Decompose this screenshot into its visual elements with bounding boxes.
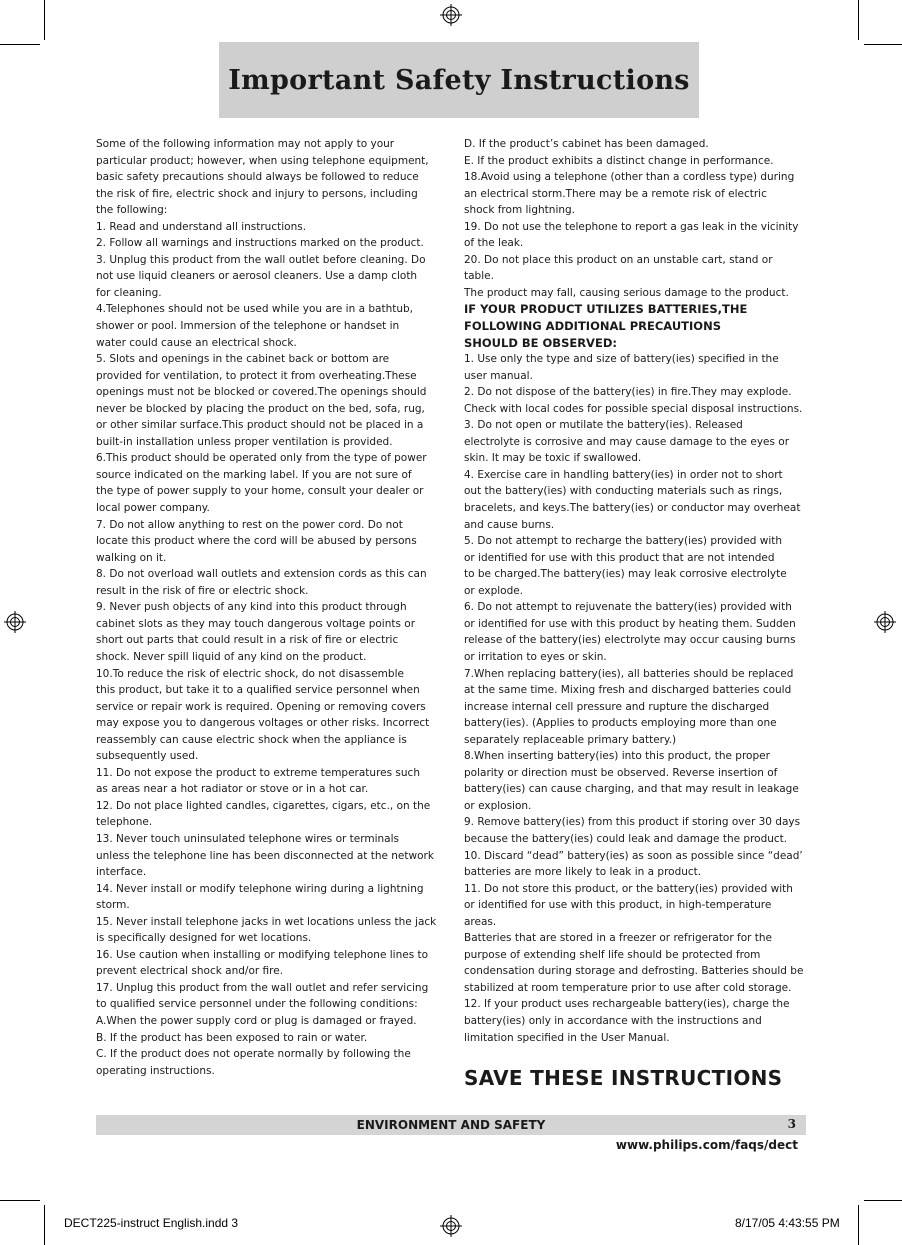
slug-timestamp: 8/17/05 4:43:55 PM: [735, 1216, 840, 1230]
text-line: short out parts that could result in a risk of fire or electric: [96, 634, 399, 647]
text-line: 12. Do not place lighted candles, cigarettes, cigars, etc., on the: [96, 799, 431, 812]
text-line: the following:: [96, 204, 168, 217]
crop-mark: [858, 0, 859, 40]
text-line: A.When the power supply cord or plug is damaged or frayed.: [96, 1014, 417, 1027]
registration-mark-icon: [440, 4, 462, 26]
text-line: and cause burns.: [464, 518, 555, 531]
text-line: increase internal cell pressure and rupture the discharged: [464, 700, 770, 713]
text-line: shock. Never spill liquid of any kind on the product.: [96, 650, 367, 663]
text-line: 2. Follow all warnings and instructions marked on the product.: [96, 237, 424, 250]
text-line: 4.Telephones should not be used while you are in a bathtub,: [96, 303, 414, 316]
text-line: 5. Slots and openings in the cabinet back or bottom are: [96, 353, 390, 366]
text-line: particular product; however, when using telephone equipment,: [96, 154, 429, 167]
page-number: 3: [787, 1117, 796, 1131]
text-line: source indicated on the marking label. If you are not sure of: [96, 468, 412, 481]
text-line: 8. Do not overload wall outlets and extension cords as this can: [96, 568, 427, 581]
text-line: C. If the product does not operate normally by following the: [96, 1048, 411, 1061]
text-line: for cleaning.: [96, 286, 162, 299]
text-line: 12. If your product uses rechargeable battery(ies), charge the: [464, 998, 790, 1011]
text-line: shock from lightning.: [464, 204, 576, 217]
crop-mark: [0, 44, 40, 45]
text-line: result in the risk of fire or electric shock.: [96, 584, 309, 597]
text-line: electrolyte is corrosive and may cause damage to the eyes or: [464, 435, 790, 448]
right-column: [464, 136, 808, 1046]
text-line: limitation specified in the User Manual.: [464, 1031, 670, 1044]
text-line: 1. Read and understand all instructions.: [96, 220, 307, 233]
text-line: storm.: [96, 899, 130, 912]
text-line: 6.This product should be operated only from the type of power: [96, 452, 427, 465]
text-line: 11. Do not store this product, or the battery(ies) provided with: [464, 882, 793, 895]
text-line: 7.When replacing battery(ies), all batteries should be replaced: [464, 667, 794, 680]
page-title: Important Safety Instructions: [228, 64, 690, 96]
text-line: to qualified service personnel under the following conditions:: [96, 998, 418, 1011]
text-line: at the same time. Mixing fresh and discharged batteries could: [464, 684, 792, 697]
text-line: the type of power supply to your home, consult your dealer or: [96, 485, 424, 498]
text-line: or irritation to eyes or skin.: [464, 650, 607, 663]
text-line: operating instructions.: [96, 1064, 215, 1077]
text-line: 8.When inserting battery(ies) into this product, the proper: [464, 750, 770, 763]
text-line: 3. Unplug this product from the wall outlet before cleaning. Do: [96, 253, 426, 266]
text-line: shower or pool. Immersion of the telephone or handset in: [96, 320, 400, 333]
text-line: 15. Never install telephone jacks in wet locations unless the jack: [96, 915, 437, 928]
text-line: 7. Do not allow anything to rest on the power cord. Do not: [96, 518, 403, 531]
text-line: locate this product where the cord will be abused by persons: [96, 535, 417, 548]
registration-mark-icon: [4, 611, 26, 633]
text-line: 14. Never install or modify telephone wiring during a lightning: [96, 882, 424, 895]
text-line: 10.To reduce the risk of electric shock, do not disassemble: [96, 667, 404, 680]
text-line: telephone.: [96, 816, 153, 829]
text-line: batteries are more likely to leak in a product.: [464, 866, 702, 879]
text-line: D. If the product’s cabinet has been damaged.: [464, 138, 709, 150]
text-line: 9. Remove battery(ies) from this product if storing over 30 days: [464, 816, 801, 829]
text-line: never be blocked by placing the product on the bed, sofa, rug,: [96, 402, 425, 415]
text-line: 10. Discard “dead” battery(ies) as soon as possible since “dead’: [464, 849, 803, 862]
text-line: may expose you to dangerous voltages or other risks. Incorrect: [96, 717, 430, 730]
text-line: FOLLOWING ADDITIONAL PRECAUTIONS: [464, 319, 721, 334]
text-line: polarity or direction must be observed. Reverse insertion of: [464, 766, 778, 779]
text-line: walking on it.: [96, 551, 167, 564]
text-line: 9. Never push objects of any kind into this product through: [96, 601, 407, 614]
crop-mark: [858, 1205, 859, 1245]
text-line: or identified for use with this product by heating them. Sudden: [464, 617, 796, 630]
text-line: as areas near a hot radiator or stove or in a hot car.: [96, 783, 369, 796]
crop-mark: [864, 1200, 902, 1201]
text-line: 19. Do not use the telephone to report a gas leak in the vicinity: [464, 220, 799, 233]
text-line: or identified for use with this product, in high-temperature: [464, 899, 772, 912]
text-line: Some of the following information may not apply to your: [96, 138, 395, 150]
battery-precautions: [464, 351, 808, 1046]
text-line: provided for ventilation, to protect it from overheating.These: [96, 369, 417, 382]
text-line: release of the battery(ies) electrolyte may occur causing burns: [464, 634, 796, 647]
text-line: 1. Use only the type and size of battery(ies) specified in the: [464, 353, 779, 366]
text-line: separately replaceable primary battery.): [464, 733, 677, 746]
text-line: is specifically designed for wet locations.: [96, 932, 312, 945]
footer-url[interactable]: www.philips.com/faqs/dect: [615, 1138, 798, 1152]
text-line: basic safety precautions should always be followed to reduce: [96, 171, 419, 184]
text-line: this product, but take it to a qualified service personnel when: [96, 684, 420, 697]
text-line: water could cause an electrical shock.: [96, 336, 297, 349]
text-line: subsequently used.: [96, 750, 199, 763]
text-line: prevent electrical shock and/or fire.: [96, 965, 284, 978]
text-line: 5. Do not attempt to recharge the battery(ies) provided with: [464, 535, 783, 548]
text-line: 6. Do not attempt to rejuvenate the battery(ies) provided with: [464, 601, 792, 614]
text-line: local power company.: [96, 502, 210, 515]
slug-filename: DECT225-instruct English.indd 3: [64, 1216, 239, 1230]
text-line: the risk of fire, electric shock and injury to persons, including: [96, 187, 418, 200]
registration-mark-icon: [440, 1215, 462, 1237]
footer-section-label: ENVIRONMENT AND SAFETY: [356, 1118, 546, 1132]
text-line: because the battery(ies) could leak and damage the product.: [464, 832, 788, 845]
text-line: or explode.: [464, 584, 524, 597]
text-line: IF YOUR PRODUCT UTILIZES BATTERIES,THE: [464, 302, 748, 317]
text-line: of the leak.: [464, 237, 524, 250]
text-line: purpose of extending shelf life should be protected from: [464, 948, 761, 961]
text-line: 18.Avoid using a telephone (other than a cordless type) during: [464, 171, 795, 184]
crop-mark: [44, 0, 45, 40]
text-line: Batteries that are stored in a freezer or refrigerator for the: [464, 932, 773, 945]
text-line: skin. It may be toxic if swallowed.: [464, 452, 642, 465]
text-line: to be charged.The battery(ies) may leak corrosive electrolyte: [464, 568, 787, 581]
text-line: service or repair work is required. Opening or removing covers: [96, 700, 426, 713]
right-column-intro: [464, 136, 808, 301]
text-line: 4. Exercise care in handling battery(ies) in order not to short: [464, 468, 783, 481]
title-banner: [219, 42, 699, 118]
text-line: 13. Never touch uninsulated telephone wires or terminals: [96, 832, 399, 845]
text-line: table.: [464, 270, 494, 283]
left-column: [96, 136, 440, 1079]
text-line: reassembly can cause electric shock when the appliance is: [96, 733, 407, 746]
text-line: cabinet slots as they may touch dangerous voltage points or: [96, 617, 416, 630]
text-line: Check with local codes for possible special disposal instructions.: [464, 402, 803, 415]
text-line: The product may fall, causing serious damage to the product.: [464, 286, 789, 299]
text-line: interface.: [96, 866, 147, 879]
text-line: 3. Do not open or mutilate the battery(ies). Released: [464, 419, 743, 432]
save-instructions-heading: SAVE THESE INSTRUCTIONS: [464, 1066, 783, 1090]
text-line: unless the telephone line has been disconnected at the network: [96, 849, 434, 862]
text-line: 11. Do not expose the product to extreme temperatures such: [96, 766, 420, 779]
text-line: 2. Do not dispose of the battery(ies) in fire.They may explode.: [464, 386, 792, 399]
text-line: SHOULD BE OBSERVED:: [464, 335, 617, 350]
text-line: B. If the product has been exposed to rain or water.: [96, 1031, 368, 1044]
crop-mark: [0, 1200, 40, 1201]
text-line: or explosion.: [464, 799, 532, 812]
text-line: bracelets, and keys.The battery(ies) or conductor may overheat: [464, 502, 801, 515]
text-line: condensation during storage and defrosting. Batteries should be: [464, 965, 804, 978]
text-line: openings must not be blocked or covered.The openings should: [96, 386, 427, 399]
text-line: or identified for use with this product that are not intended: [464, 551, 775, 564]
text-line: stabilized at room temperature prior to use after cold storage.: [464, 981, 792, 994]
text-line: areas.: [464, 915, 497, 928]
text-line: user manual.: [464, 369, 533, 382]
text-line: out the battery(ies) with conducting materials such as rings,: [464, 485, 783, 498]
text-line: built-in installation unless proper ventilation is provided.: [96, 435, 393, 448]
text-line: or other similar surface.This product should not be placed in a: [96, 419, 424, 432]
battery-warning-heading: [464, 301, 808, 351]
footer-bar: [96, 1115, 806, 1135]
crop-mark: [864, 44, 902, 45]
crop-mark: [44, 1205, 45, 1245]
text-line: 17. Unplug this product from the wall outlet and refer servicing: [96, 981, 429, 994]
text-line: battery(ies) only in accordance with the instructions and: [464, 1014, 762, 1027]
text-line: 16. Use caution when installing or modifying telephone lines to: [96, 948, 429, 961]
text-line: an electrical storm.There may be a remote risk of electric: [464, 187, 767, 200]
text-line: not use liquid cleaners or aerosol cleaners. Use a damp cloth: [96, 270, 418, 283]
text-line: E. If the product exhibits a distinct change in performance.: [464, 154, 774, 167]
registration-mark-icon: [874, 611, 896, 633]
text-line: battery(ies) can cause charging, and that may result in leakage: [464, 783, 799, 796]
text-line: 20. Do not place this product on an unstable cart, stand or: [464, 253, 773, 266]
text-line: battery(ies). (Applies to products employing more than one: [464, 717, 777, 730]
